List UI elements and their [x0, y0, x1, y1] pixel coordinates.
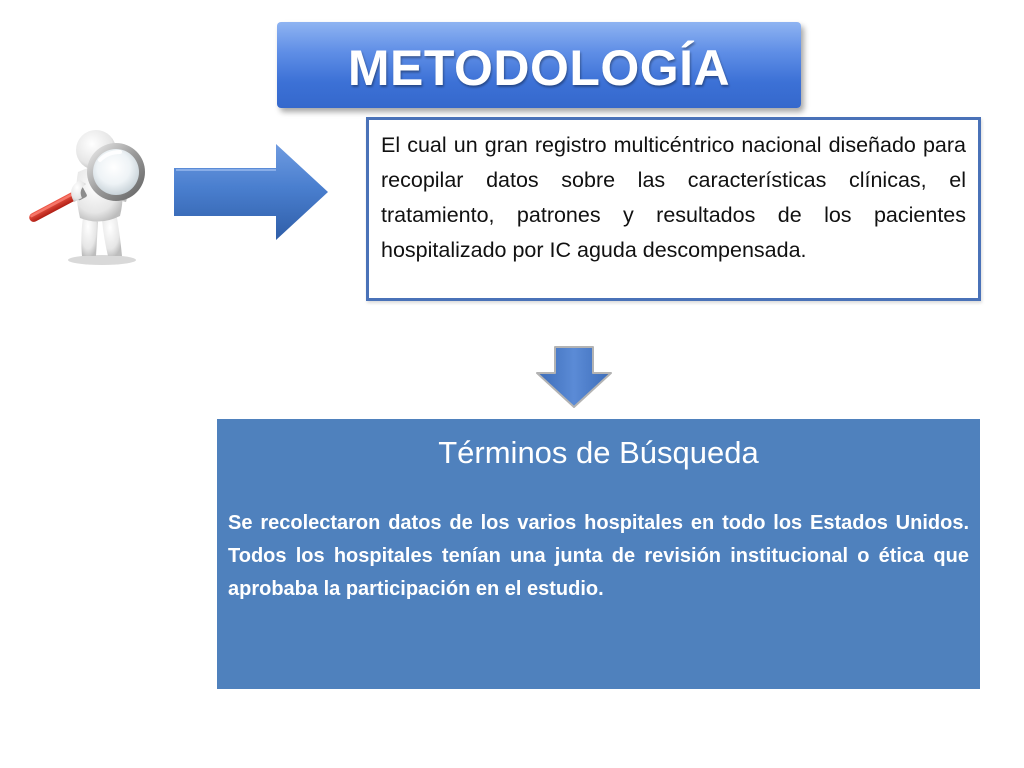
title-banner [277, 22, 801, 108]
page-title: METODOLOGÍA [347, 40, 731, 96]
panel-body-text: Se recolectaron datos de los varios hospitales en todo los Estados Unidos. Todos los hospitales tenían una junta de revisión institucional o ética que aprobaba la participación en el estudio. [228, 512, 969, 600]
panel-heading: Términos de Búsqueda [438, 435, 759, 470]
description-box [366, 117, 981, 301]
arrow-down-icon [535, 345, 613, 409]
person-with-magnifying-glass-icon [20, 122, 160, 267]
description-text: El cual un gran registro multicéntrico nacional diseñado para recopilar datos sobre las características clínicas, el tratamiento, patrones y resultados de los pacientes hospitalizado por IC aguda descompensada. [381, 133, 966, 262]
arrow-right-icon [172, 142, 330, 242]
search-terms-panel [217, 419, 980, 689]
